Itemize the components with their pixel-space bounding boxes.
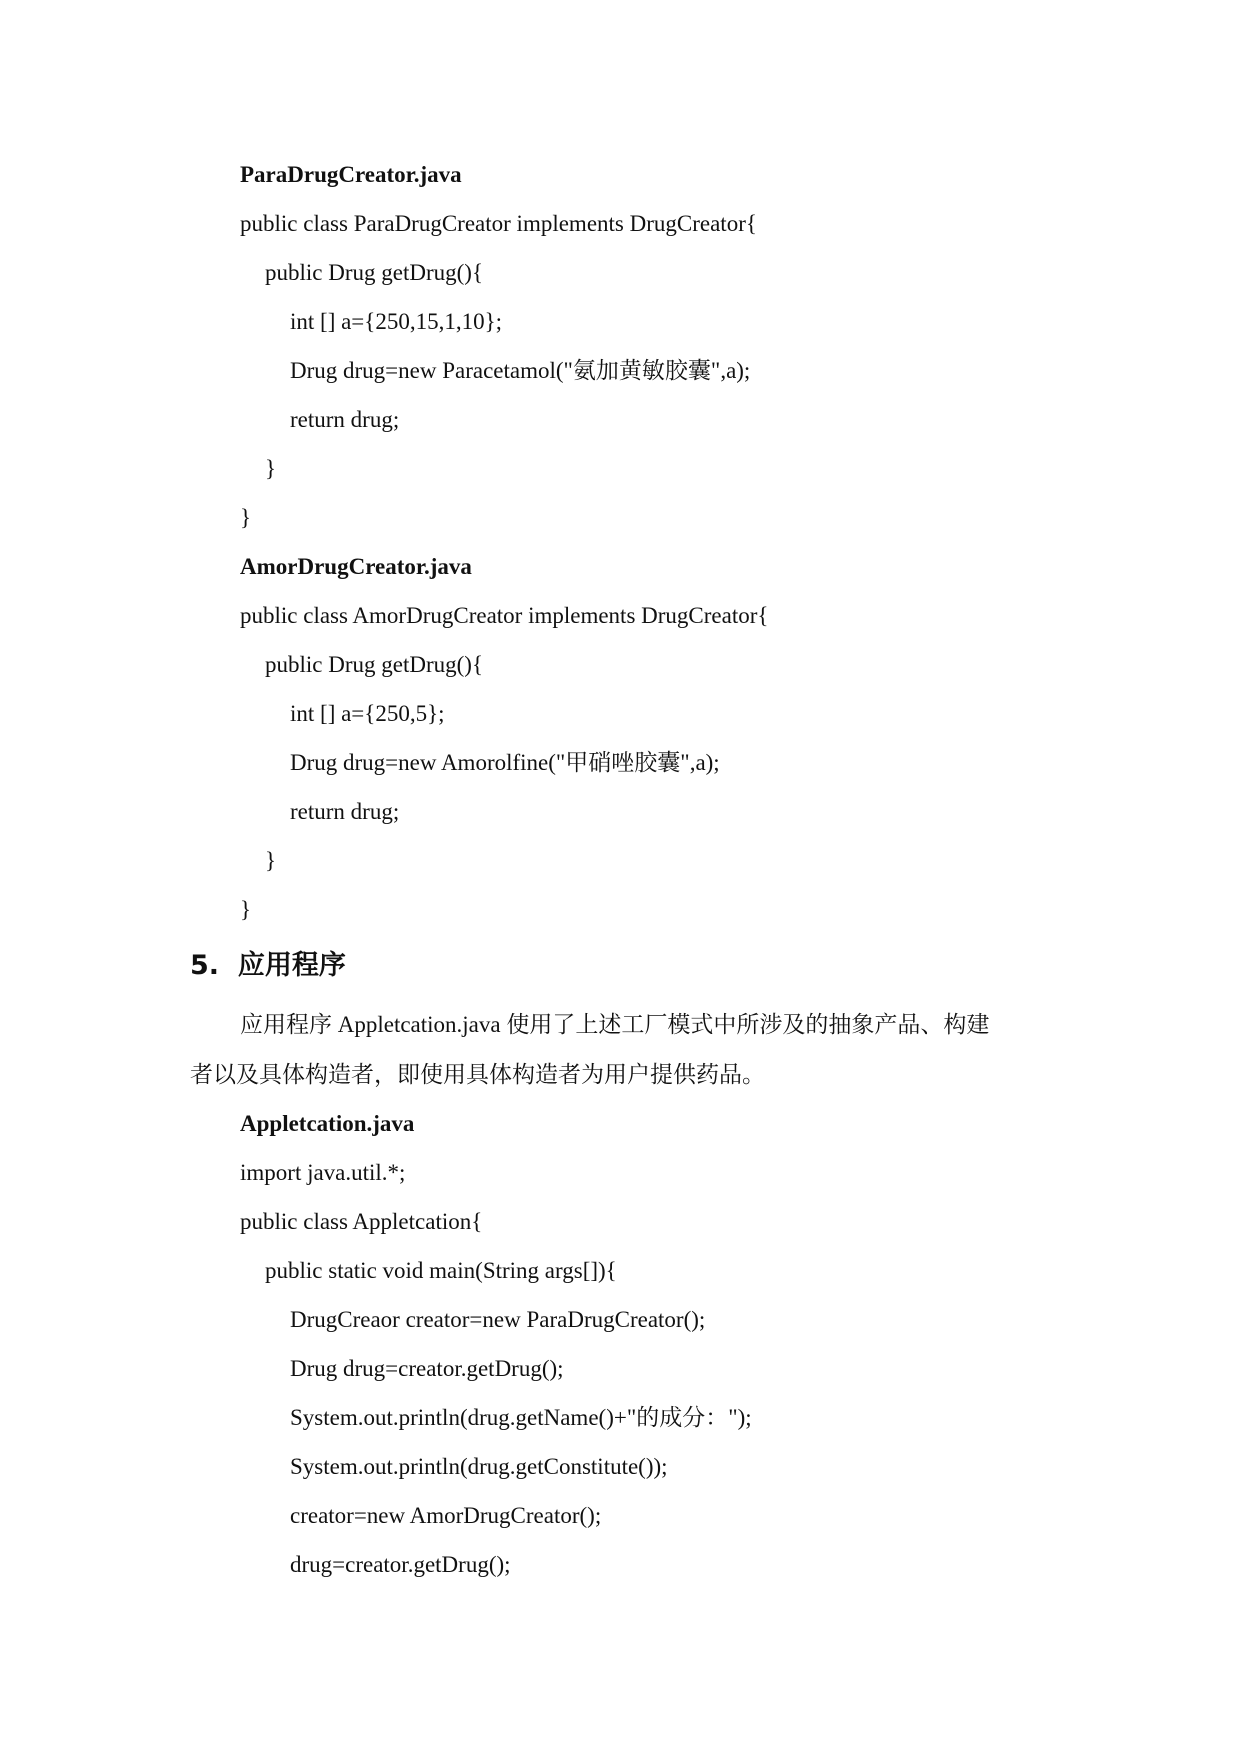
code-line: }	[240, 505, 252, 530]
code-line: Drug drug=new Paracetamol("氨加黄敏胶囊",a);	[290, 358, 751, 383]
code-line: Drug drug=creator.getDrug();	[290, 1356, 564, 1381]
code-line: }	[265, 848, 277, 873]
code-line: int [] a={250,15,1,10};	[290, 309, 502, 334]
section-heading: 5. 应用程序	[190, 950, 346, 981]
code-filename: ParaDrugCreator.java	[240, 162, 462, 187]
code-line: Drug drug=new Amorolfine("甲硝唑胶囊",a);	[290, 750, 720, 775]
code-line: return drug;	[290, 407, 400, 432]
code-line: DrugCreaor creator=new ParaDrugCreator();	[290, 1307, 706, 1332]
code-line: int [] a={250,5};	[290, 701, 445, 726]
code-line: public class ParaDrugCreator implements DrugCreator{	[240, 211, 757, 236]
code-line: }	[265, 456, 277, 481]
code-line: System.out.println(drug.getName()+"的成分：");	[290, 1405, 752, 1430]
code-line: creator=new AmorDrugCreator();	[290, 1503, 602, 1528]
paragraph-line: 应用程序 Appletcation.java 使用了上述工厂模式中所涉及的抽象产品、构建	[240, 1012, 990, 1037]
code-line: public Drug getDrug(){	[265, 260, 483, 285]
code-line: return drug;	[290, 799, 400, 824]
code-filename: Appletcation.java	[240, 1111, 415, 1136]
code-filename: AmorDrugCreator.java	[240, 554, 472, 579]
code-line: public class Appletcation{	[240, 1209, 483, 1234]
code-line: drug=creator.getDrug();	[290, 1552, 511, 1577]
code-line: public class AmorDrugCreator implements DrugCreator{	[240, 603, 769, 628]
code-line: System.out.println(drug.getConstitute());	[290, 1454, 668, 1479]
code-line: public Drug getDrug(){	[265, 652, 483, 677]
code-line: import java.util.*;	[240, 1160, 406, 1185]
code-line: public static void main(String args[]){	[265, 1258, 617, 1283]
paragraph-line: 者以及具体构造者，即使用具体构造者为用户提供药品。	[190, 1062, 765, 1087]
code-line: }	[240, 897, 252, 922]
